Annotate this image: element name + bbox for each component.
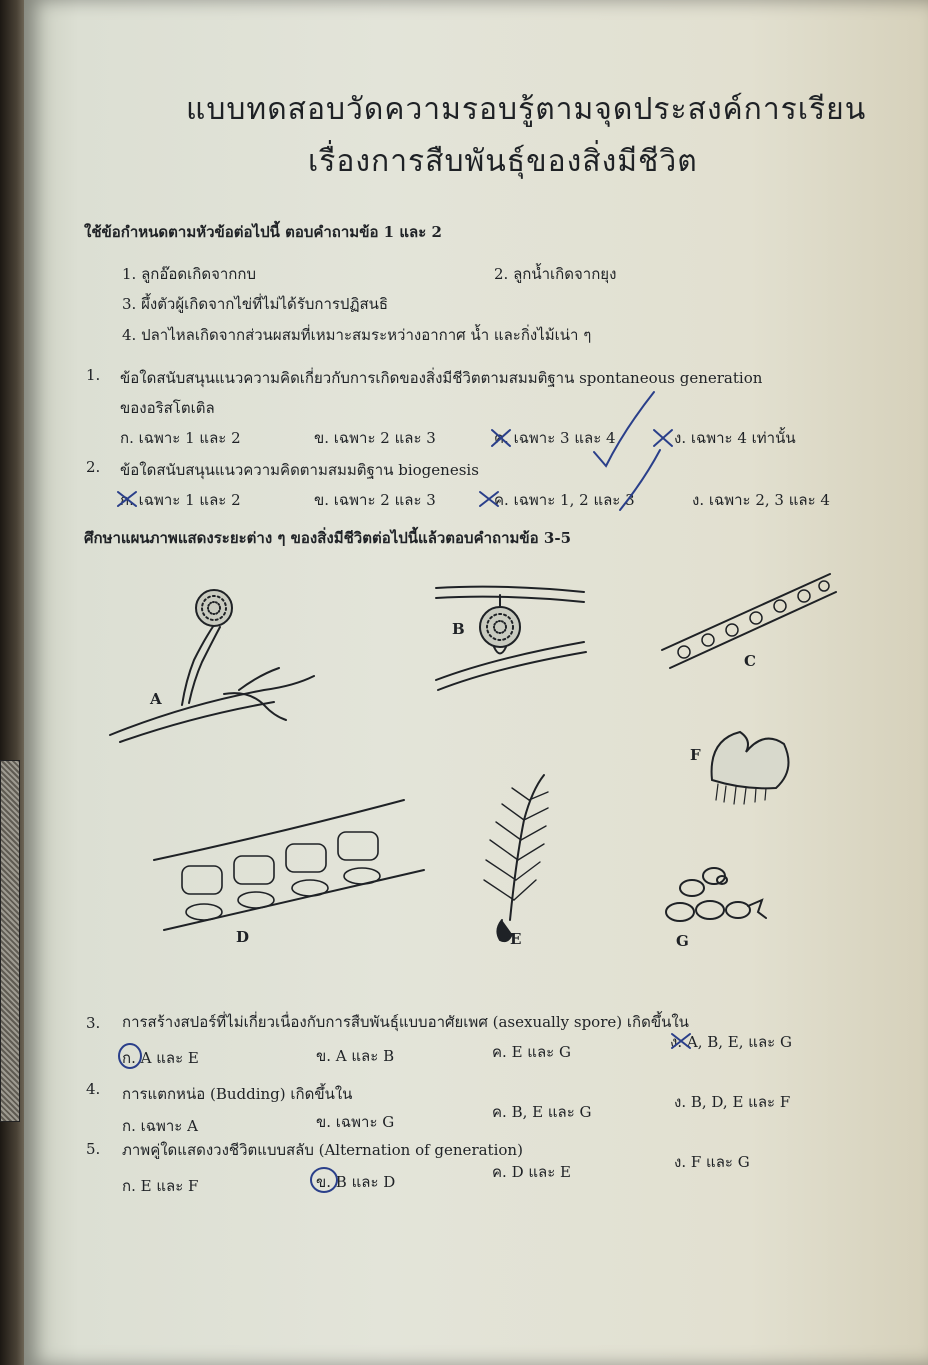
q2-option-a: ก. เฉพาะ 1 และ 2 (120, 491, 241, 509)
figure-label-b: B (452, 620, 465, 638)
q1-number: 1. (86, 366, 101, 384)
q3-text: การสร้างสปอร์ที่ไม่เกี่ยวเนื่องกับการสืบพันธุ์แบบอาศัยเพศ (asexually spore) เกิดขึ้นใน (122, 1013, 689, 1031)
handwritten-marks (24, 0, 928, 1365)
q3-option-b: ข. A และ B (316, 1047, 395, 1065)
premise-2: 2. ลูกน้ำเกิดจากยุง (494, 265, 617, 283)
q1-option-b: ข. เฉพาะ 2 และ 3 (314, 429, 436, 447)
q2-option-c: ค. เฉพาะ 1, 2 และ 3 (494, 491, 635, 509)
page-title-line2: เรื่องการสืบพันธุ์ของสิ่งมีชีวิต (308, 144, 698, 179)
q4-option-d: ง. B, D, E และ F (674, 1093, 791, 1111)
figure-label-f: F (690, 746, 701, 764)
cross-mark-icon (654, 430, 672, 446)
q2-option-d: ง. เฉพาะ 2, 3 และ 4 (692, 491, 830, 509)
checkmark-icon (594, 392, 654, 466)
premise-3: 3. ผึ้งตัวผู้เกิดจากไข่ที่ไม่ได้รับการปฏิสนธิ (122, 295, 389, 313)
q1-text-cont: ของอริสโตเติล (120, 399, 215, 417)
q1-option-c: ค. เฉพาะ 3 และ 4 (494, 429, 616, 447)
cross-mark-icon (492, 430, 510, 446)
figure-label-d: D (236, 928, 250, 946)
q3-option-a: ก. A และ E (122, 1049, 199, 1067)
checkmark-icon (620, 450, 660, 510)
figure-label-e: E (510, 930, 522, 948)
q3-option-c: ค. E และ G (492, 1043, 571, 1061)
q3-number: 3. (86, 1014, 101, 1032)
q1-option-a: ก. เฉพาะ 1 และ 2 (120, 429, 241, 447)
q5-option-a: ก. E และ F (122, 1177, 199, 1195)
q4-option-b: ข. เฉพาะ G (316, 1113, 395, 1131)
q4-number: 4. (86, 1080, 101, 1098)
q2-number: 2. (86, 458, 101, 476)
premise-4: 4. ปลาไหลเกิดจากส่วนผสมที่เหมาะสมระหว่างอากาศ น้ำ และกิ่งไม้เน่า ๆ (122, 326, 592, 344)
q1-text: ข้อใดสนับสนุนแนวความคิดเกี่ยวกับการเกิดของสิ่งมีชีวิตตามสมมติฐาน spontaneous generation (120, 369, 763, 387)
q3-option-d: ง. A, B, E, และ G (670, 1033, 792, 1051)
answer-circle-icon (119, 1044, 141, 1068)
adjacent-page-edge (0, 760, 20, 1122)
section2-instruction: ศึกษาแผนภาพแสดงระยะต่าง ๆ ของสิ่งมีชีวิตต่อไปนี้แล้วตอบคำถามข้อ 3-5 (84, 529, 572, 547)
q4-text: การแตกหน่อ (Budding) เกิดขึ้นใน (122, 1085, 353, 1103)
q2-text: ข้อใดสนับสนุนแนวความคิดตามสมมติฐาน biogenesis (120, 461, 479, 479)
q5-option-b: ข. B และ D (316, 1173, 396, 1191)
figure-label-a: A (150, 690, 162, 708)
premise-1: 1. ลูกอ๊อดเกิดจากกบ (122, 265, 256, 283)
q5-option-c: ค. D และ E (492, 1163, 571, 1181)
page-title-line1: แบบทดสอบวัดความรอบรู้ตามจุดประสงค์การเรียน (186, 92, 867, 127)
cross-mark-icon (672, 1034, 690, 1048)
book-spine-shadow (0, 0, 24, 1365)
section1-instruction: ใช้ข้อกำหนดตามหัวข้อต่อไปนี้ ตอบคำถามข้อ 1 และ 2 (84, 223, 442, 241)
cross-mark-icon (480, 492, 498, 506)
figure-label-c: C (744, 652, 756, 670)
q1-option-d: ง. เฉพาะ 4 เท่านั้น (674, 429, 796, 447)
q5-number: 5. (86, 1140, 101, 1158)
q5-option-d: ง. F และ G (674, 1153, 750, 1171)
q4-option-a: ก. เฉพาะ A (122, 1117, 198, 1135)
q5-text: ภาพคู่ใดแสดงวงชีวิตแบบสลับ (Alternation of generation) (122, 1141, 523, 1159)
q2-option-b: ข. เฉพาะ 2 และ 3 (314, 491, 436, 509)
worksheet-page (24, 0, 928, 1365)
figure-label-g: G (676, 932, 689, 950)
answer-circle-icon (311, 1168, 337, 1192)
q4-option-c: ค. B, E และ G (492, 1103, 592, 1121)
cross-mark-icon (118, 492, 136, 506)
